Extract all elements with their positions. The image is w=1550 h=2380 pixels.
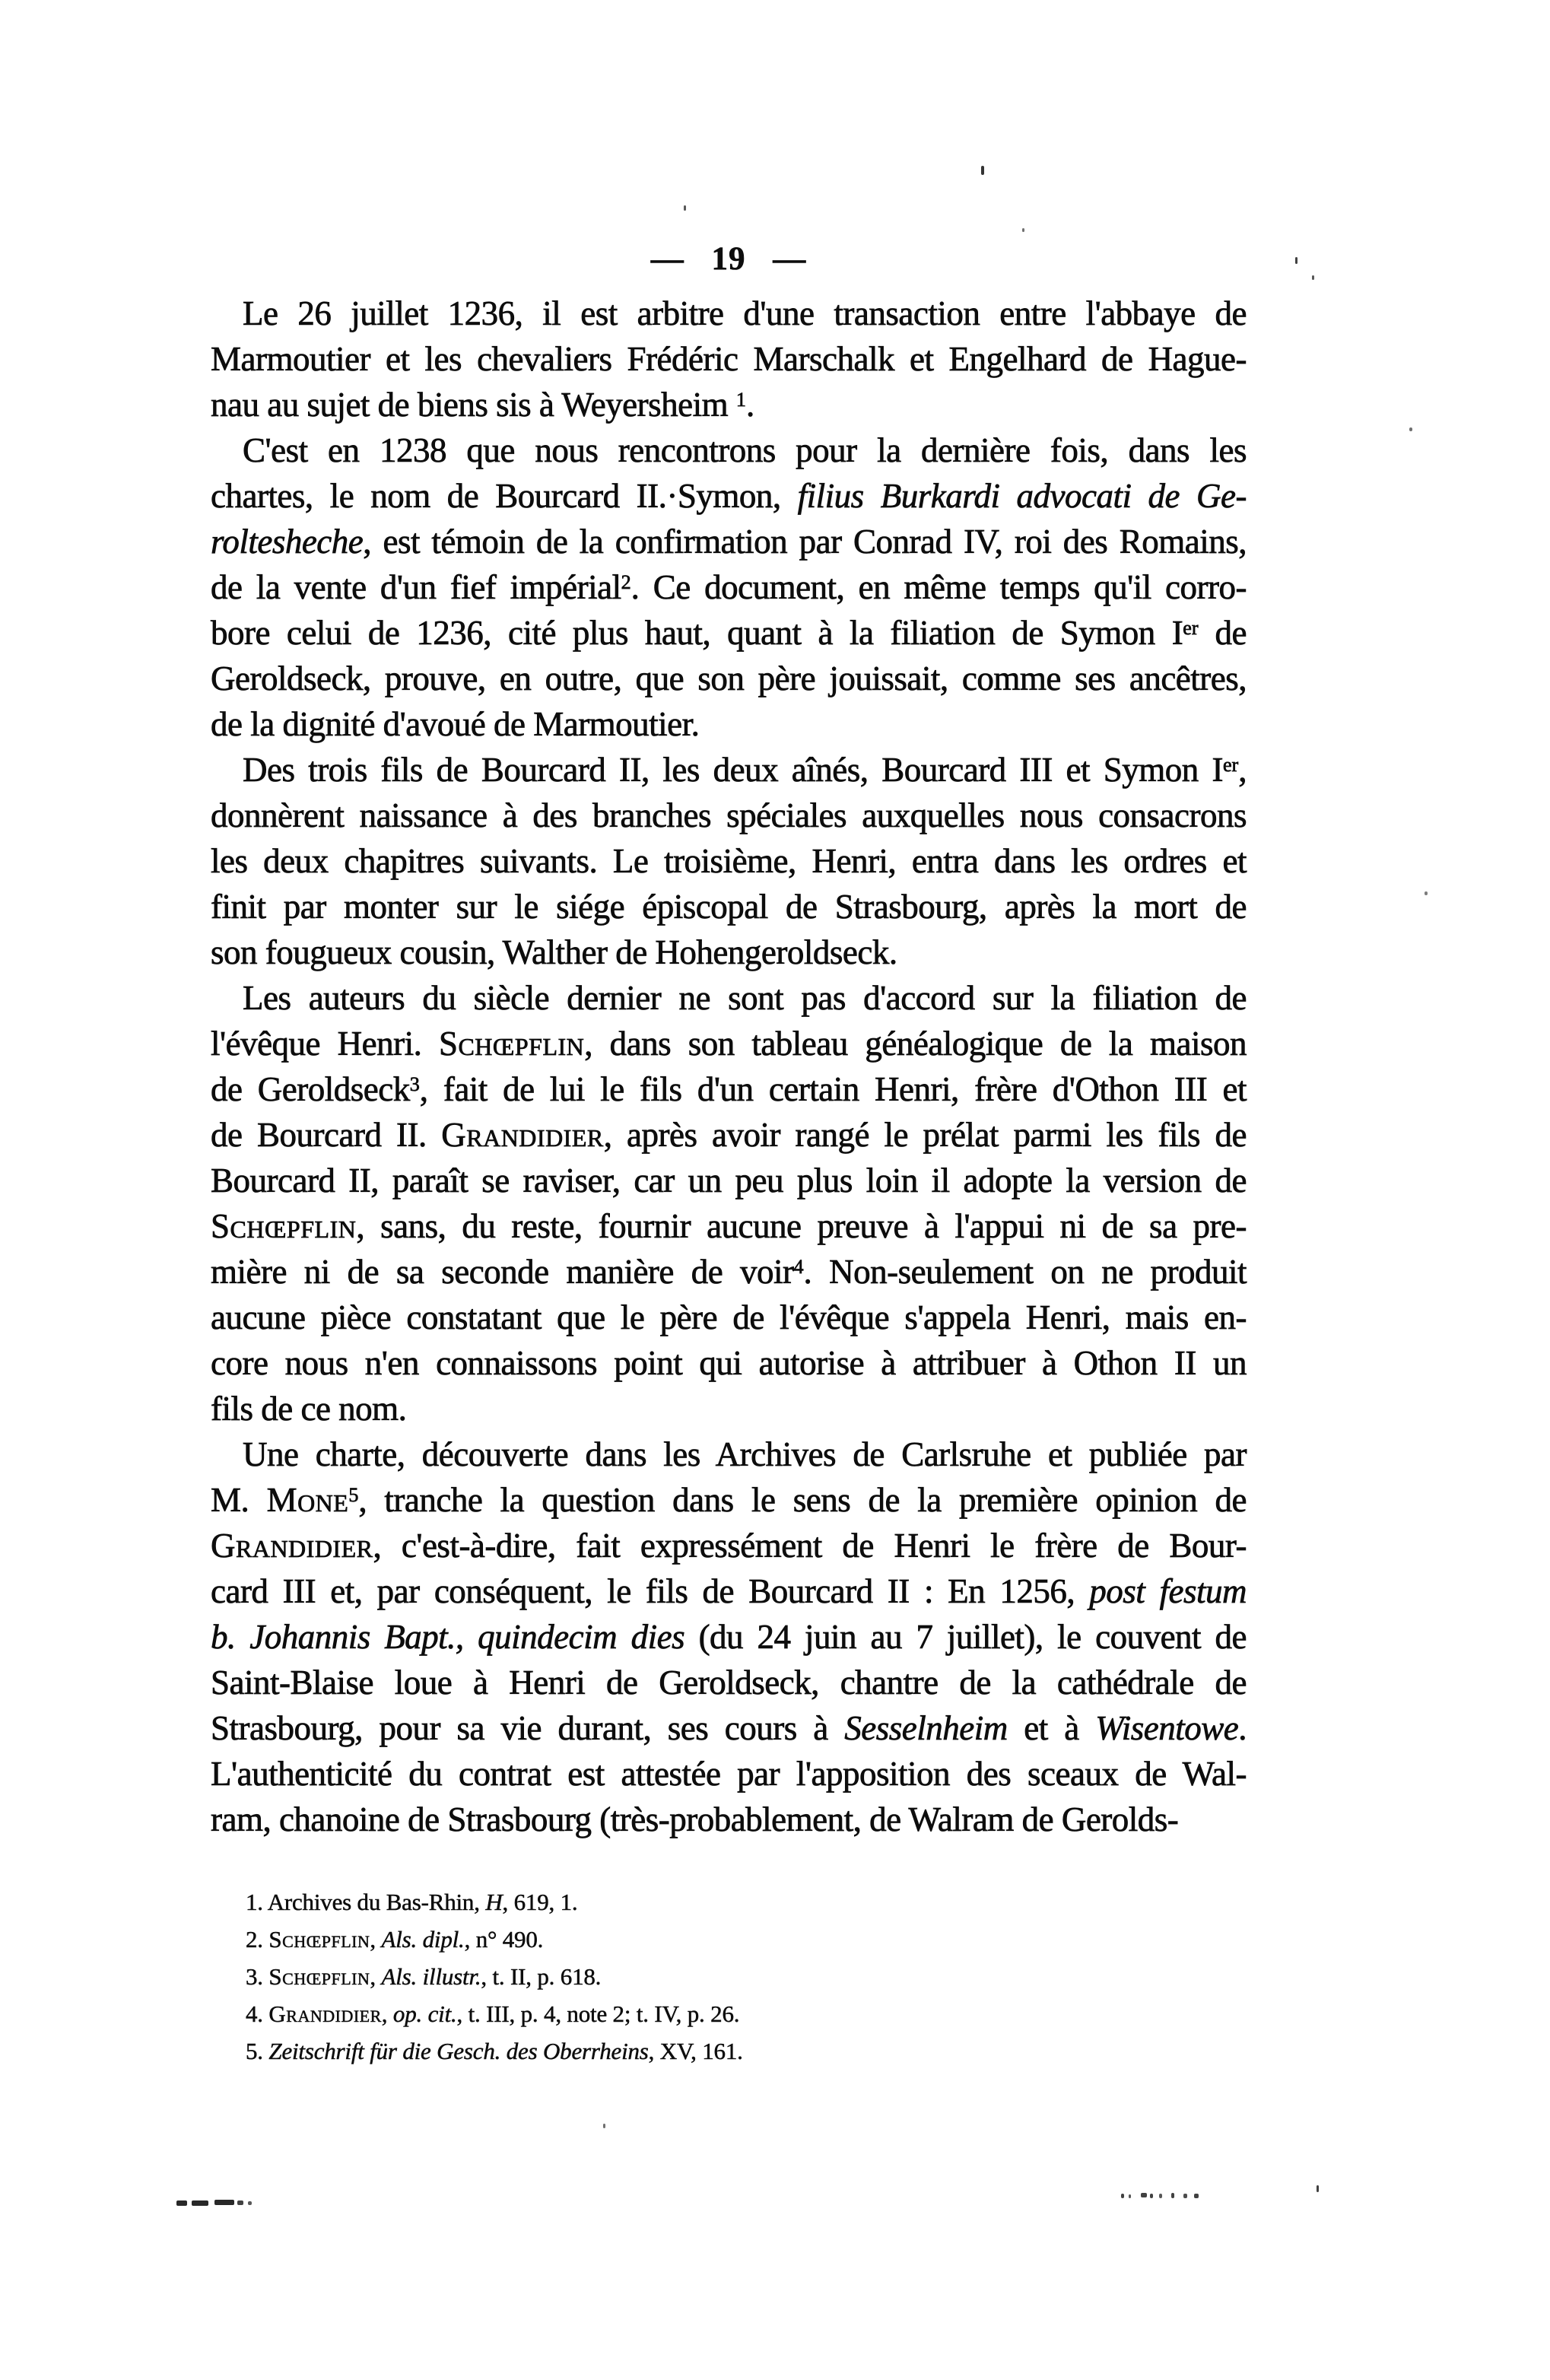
text-line <box>211 1066 1247 1112</box>
text-line <box>211 1431 1247 1477</box>
text-line <box>211 929 1247 975</box>
text-segment: Schœpflin <box>438 1025 585 1063</box>
footnote-reference: 4 <box>793 1256 804 1279</box>
text-segment: Sesselnheim <box>844 1709 1008 1747</box>
scan-speck <box>214 2200 234 2205</box>
text-segment: de la dignité d'avoué de Marmoutier. <box>211 705 700 743</box>
text-segment: Grandidier <box>268 2000 382 2027</box>
text-segment: , tranche la question dans le sens de la première opinion de <box>358 1481 1247 1519</box>
text-line <box>211 519 1247 564</box>
text-line <box>211 1386 1247 1431</box>
text-segment: nau au sujet de biens sis à Weyersheim <box>211 386 736 424</box>
text-segment: Geroldseck, prouve, en outre, que son père jouissait, comme ses ancêtres, <box>211 659 1247 697</box>
text-segment: fils de ce nom. <box>211 1390 407 1428</box>
text-segment: Wisentowe <box>1095 1709 1239 1747</box>
text-segment: Schœpflin <box>268 1963 370 1990</box>
text-line <box>211 701 1247 747</box>
scan-speck <box>248 2201 252 2205</box>
text-line <box>211 1295 1247 1340</box>
text-line <box>211 1523 1247 1568</box>
text-line <box>211 473 1247 519</box>
text-segment: Schœpflin <box>211 1207 357 1245</box>
footnote-reference: 2 <box>621 571 631 594</box>
text-segment: Le 26 juillet 1236, il est arbitre d'une transaction entre l'abbaye de <box>243 294 1247 332</box>
text-segment: Grandidier <box>441 1116 604 1154</box>
footnote-reference: er <box>1222 754 1239 777</box>
text-line <box>211 427 1247 473</box>
footnote-reference: er <box>1183 617 1199 640</box>
text-line <box>211 1203 1247 1249</box>
footnote-line <box>211 1921 1247 1958</box>
text-segment: , <box>370 1926 382 1953</box>
text-segment: 4. <box>246 2000 269 2027</box>
footnote-reference: 3 <box>409 1073 420 1096</box>
text-segment: Strasbourg, pour sa vie durant, ses cours à <box>211 1709 845 1747</box>
text-line <box>211 1340 1247 1386</box>
footnote-reference: 1 <box>735 389 746 411</box>
scan-speck <box>1171 2193 1174 2198</box>
text-segment: l'évêque Henri. <box>211 1025 439 1063</box>
footnote-line <box>211 1958 1247 1995</box>
text-segment: H <box>485 1889 503 1915</box>
text-segment: de la vente d'un fief impérial <box>211 568 621 606</box>
text-segment: Les auteurs du siècle dernier ne sont pas d'accord sur la filiation de <box>243 979 1247 1017</box>
text-line <box>211 1112 1247 1158</box>
text-segment: op. cit. <box>392 2000 457 2027</box>
footnote-line <box>211 1883 1247 1921</box>
text-line <box>211 1751 1247 1797</box>
text-segment: , est témoin de la confirmation par Conrad IV, roi des Romains, <box>363 523 1247 561</box>
text-line <box>211 564 1247 610</box>
scan-speck <box>1183 2194 1187 2198</box>
text-line <box>211 1705 1247 1751</box>
text-segment: Mone <box>266 1481 349 1519</box>
text-line <box>211 610 1247 656</box>
text-segment: , sans, du reste, fournir aucune preuve à l'appui ni de sa pre- <box>356 1207 1247 1245</box>
text-segment: , <box>1238 751 1247 789</box>
text-line <box>211 1477 1247 1523</box>
text-segment: Une charte, découverte dans les Archives de Carlsruhe et publiée par <box>243 1435 1247 1473</box>
scan-speck <box>192 2200 208 2206</box>
text-segment: 5. <box>246 2038 269 2064</box>
text-segment: Bourcard II, paraît se raviser, car un peu plus loin il adopte la version de <box>211 1161 1247 1200</box>
body-text <box>211 291 1247 1842</box>
text-segment: , après avoir rangé le prélat parmi les fils de <box>603 1116 1247 1154</box>
text-segment: de <box>1198 614 1247 652</box>
text-line <box>211 793 1247 838</box>
text-line <box>211 884 1247 929</box>
text-segment: 2. <box>246 1926 269 1953</box>
scan-speck <box>1141 2193 1147 2197</box>
text-segment: C'est en 1238 que nous rencontrons pour la dernière fois, dans les <box>243 431 1247 469</box>
text-segment: Als. illustr. <box>381 1963 481 1990</box>
text-segment: , t. II, p. 618. <box>481 1963 602 1990</box>
text-segment: 3. <box>246 1963 269 1990</box>
footnotes <box>211 1883 1247 2070</box>
scan-speck <box>603 2124 605 2128</box>
footnote-line <box>211 1995 1247 2032</box>
footnote-reference: 5 <box>348 1484 359 1507</box>
text-segment: , t. III, p. 4, note 2; t. IV, p. 26. <box>456 2000 740 2027</box>
text-segment: de Geroldseck <box>211 1070 410 1108</box>
text-segment: bore celui de 1236, cité plus haut, quant à la filiation de Symon I <box>211 614 1183 652</box>
text-line <box>211 656 1247 701</box>
text-line <box>211 1021 1247 1066</box>
text-segment: M. <box>211 1481 267 1519</box>
scan-speck <box>1295 257 1297 264</box>
text-segment: post festum <box>1089 1572 1247 1610</box>
text-line <box>211 336 1247 382</box>
text-segment: (du 24 juin au 7 juillet), le couvent de <box>684 1618 1247 1656</box>
text-line <box>211 747 1247 793</box>
text-segment: . Non-seulement on ne produit <box>803 1253 1247 1291</box>
text-segment: , 619, 1. <box>502 1889 578 1915</box>
text-line <box>211 1158 1247 1203</box>
scan-speck <box>1194 2194 1199 2198</box>
text-line <box>211 838 1247 884</box>
text-segment: roltesheche <box>211 523 364 561</box>
text-segment: finit par monter sur le siége épiscopal de Strasbourg, après la mort de <box>211 888 1247 926</box>
scan-speck <box>1317 2185 1319 2192</box>
text-segment: donnèrent naissance à des branches spéciales auxquelles nous consacrons <box>211 796 1247 834</box>
text-segment: Zeitschrift für die Gesch. des Oberrheins <box>268 2038 649 2064</box>
text-line <box>211 1614 1247 1660</box>
text-segment: L'authenticité du contrat est attestée par l'apposition des sceaux de Wal- <box>211 1755 1247 1793</box>
text-segment: , c'est-à-dire, fait expressément de Henri le frère de Bour- <box>373 1527 1247 1565</box>
scan-speck <box>1129 2194 1131 2198</box>
scan-speck <box>1409 427 1412 431</box>
text-segment: mière ni de sa seconde manière de voir <box>211 1253 794 1291</box>
text-segment: filius Burkardi advocati de Ge- <box>797 477 1247 515</box>
text-segment: b. Johannis Bapt., quindecim dies <box>211 1618 685 1656</box>
text-segment: Marmoutier et les chevaliers Frédéric Marschalk et Engelhard de Hague- <box>211 340 1247 378</box>
text-segment: . Ce document, en même temps qu'il corro- <box>630 568 1247 606</box>
footnote-line <box>211 2032 1247 2070</box>
text-line <box>211 291 1247 336</box>
text-segment: card III et, par conséquent, le fils de Bourcard II : En 1256, <box>211 1572 1090 1610</box>
text-segment: de Bourcard II. <box>211 1116 442 1154</box>
scan-speck <box>1121 2194 1124 2198</box>
text-segment: , <box>381 2000 393 2027</box>
text-segment: , dans son tableau généalogique de la maison <box>584 1025 1247 1063</box>
text-segment: 1. Archives du Bas-Rhin, <box>246 1889 486 1915</box>
scan-speck <box>981 166 984 175</box>
text-line <box>211 975 1247 1021</box>
text-segment: Schœpflin <box>268 1926 370 1953</box>
text-line <box>211 1660 1247 1705</box>
text-segment: Des trois fils de Bourcard II, les deux aînés, Bourcard III et Symon I <box>243 751 1223 789</box>
scan-speck <box>1425 891 1428 895</box>
text-line <box>211 1249 1247 1295</box>
text-segment: . <box>1238 1709 1247 1747</box>
text-segment: Als. dipl. <box>381 1926 465 1953</box>
text-segment: Grandidier <box>211 1527 373 1565</box>
text-line <box>211 1568 1247 1614</box>
scan-speck <box>1022 228 1024 232</box>
text-line <box>211 382 1247 427</box>
scan-speck <box>1150 2194 1153 2198</box>
text-segment: les deux chapitres suivants. Le troisième, Henri, entra dans les ordres et <box>211 842 1247 880</box>
text-segment: core nous n'en connaissons point qui autorise à attribuer à Othon II un <box>211 1344 1247 1382</box>
text-segment: son fougueux cousin, Walther de Hohengeroldseck. <box>211 933 897 971</box>
text-segment: chartes, le nom de Bourcard II.·Symon, <box>211 477 798 515</box>
scan-speck <box>1312 275 1314 280</box>
scan-speck <box>237 2200 243 2205</box>
text-segment: ram, chanoine de Strasbourg (très-probablement, de Walram de Gerolds- <box>211 1800 1179 1838</box>
text-segment: . <box>745 386 754 424</box>
text-segment: aucune pièce constatant que le père de l'évêque s'appela Henri, mais en- <box>211 1298 1247 1336</box>
scan-speck <box>1159 2194 1162 2198</box>
text-segment: , fait de lui le fils d'un certain Henri, frère d'Othon III et <box>419 1070 1247 1108</box>
scan-speck <box>684 205 686 211</box>
text-line <box>211 1797 1247 1842</box>
page-number: — 19 — <box>650 241 807 277</box>
text-segment: , n° 490. <box>464 1926 544 1953</box>
text-segment: et à <box>1007 1709 1096 1747</box>
scan-speck <box>176 2200 187 2206</box>
text-segment: , <box>370 1963 382 1990</box>
text-segment: , XV, 161. <box>648 2038 743 2064</box>
text-segment: Saint-Blaise loue à Henri de Geroldseck, chantre de la cathédrale de <box>211 1663 1247 1702</box>
